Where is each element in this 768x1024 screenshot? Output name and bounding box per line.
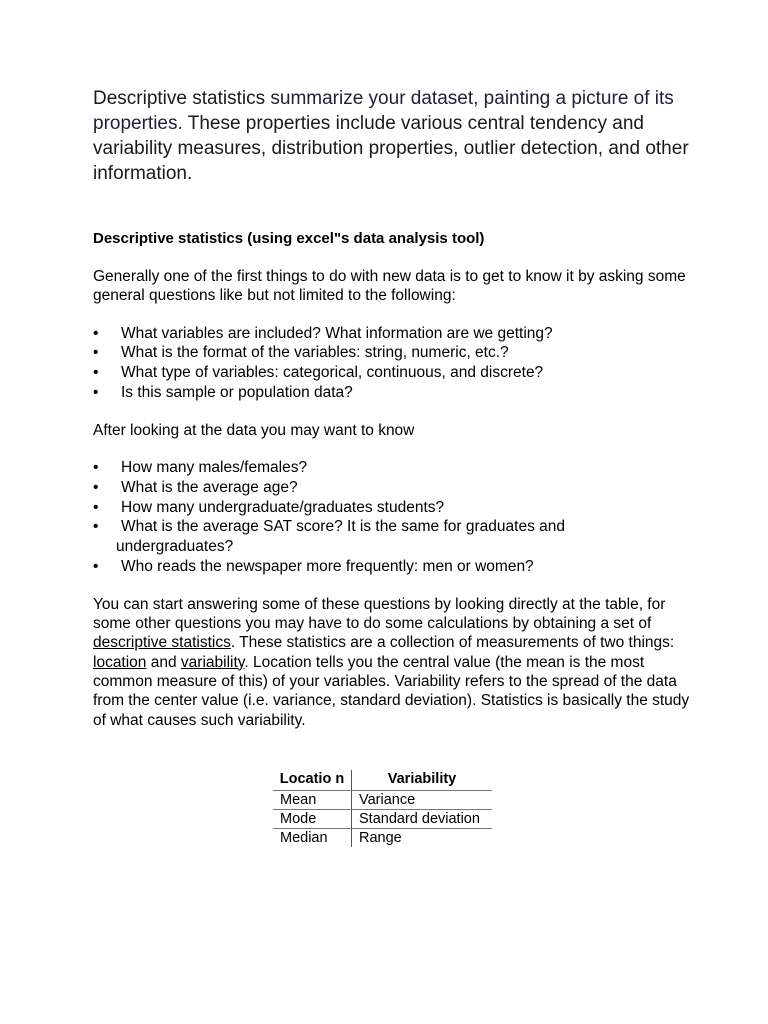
- para3-text-c: and: [146, 653, 181, 671]
- list-item: • How many undergraduate/graduates students?: [93, 498, 693, 518]
- location-link[interactable]: location: [93, 653, 147, 671]
- document-page: [93, 86, 693, 730]
- intro-part-1: Descriptive statistics: [93, 88, 271, 109]
- para3-text-d: . Location tells you the central value (the mean is the most common measure of this) of your variables. Variability refers to the spread of the data from the center value (i.e. variance, standard deviation). Statistics is basically the study of what causes such variability.: [93, 653, 690, 729]
- variability-link[interactable]: variability: [180, 653, 245, 671]
- paragraph-general-questions: Generally one of the first things to do with new data is to get to know it by asking some general questions like but not limited to the following:: [93, 268, 686, 305]
- para3-text-a: You can start answering some of these questions by looking directly at the table, for some other questions you may have to do some calculations by obtaining a set of: [93, 595, 666, 633]
- want-to-know-list: [93, 458, 693, 577]
- list-item: • Is this sample or population data?: [93, 383, 693, 403]
- descriptive-statistics-link[interactable]: descriptive statistics: [93, 634, 231, 652]
- intro-part-3: These properties include various central tendency and variability measures, distribution properties, outlier detection, and other information.: [93, 113, 689, 184]
- list-item: • Who reads the newspaper more frequently: men or women?: [93, 557, 693, 577]
- section-heading: Descriptive statistics (using excel"s data analysis tool): [93, 230, 485, 247]
- paragraph-descriptive-statistics: [93, 595, 693, 730]
- list-item: • What type of variables: categorical, continuous, and discrete?: [93, 363, 693, 383]
- table-header-row: [273, 770, 492, 791]
- list-item-continuation: undergraduates?: [116, 538, 234, 556]
- questions-list: [93, 324, 693, 403]
- list-item: • What variables are included? What information are we getting?: [93, 324, 693, 344]
- table-row: [273, 829, 492, 848]
- table-cell: Median: [273, 829, 352, 848]
- table-cell: Range: [359, 830, 402, 846]
- list-item: [93, 517, 693, 557]
- list-item: • What is the format of the variables: string, numeric, etc.?: [93, 343, 693, 363]
- list-item: • What is the average age?: [93, 478, 693, 498]
- table-cell: Mode: [273, 810, 352, 829]
- intro-part-2: summarize your dataset, painting a picture of its properties.: [93, 88, 674, 134]
- table-cell: Variance: [352, 791, 493, 810]
- paragraph-after-looking: After looking at the data you may want to know: [93, 421, 415, 439]
- table-cell: Standard deviation: [352, 810, 493, 829]
- table-row: [273, 791, 492, 810]
- location-variability-table: [273, 770, 492, 847]
- table-row: [273, 810, 492, 829]
- para3-text-b: . These statistics are a collection of measurements of two things:: [230, 634, 675, 652]
- column-header-location: Locatio n: [273, 770, 352, 791]
- intro-paragraph: [93, 86, 693, 186]
- list-item: • How many males/females?: [93, 458, 693, 478]
- table-cell: Mean: [273, 791, 352, 810]
- list-item-text: What is the average SAT score? It is the same for graduates and: [121, 518, 565, 536]
- column-header-variability: Variability: [352, 770, 493, 791]
